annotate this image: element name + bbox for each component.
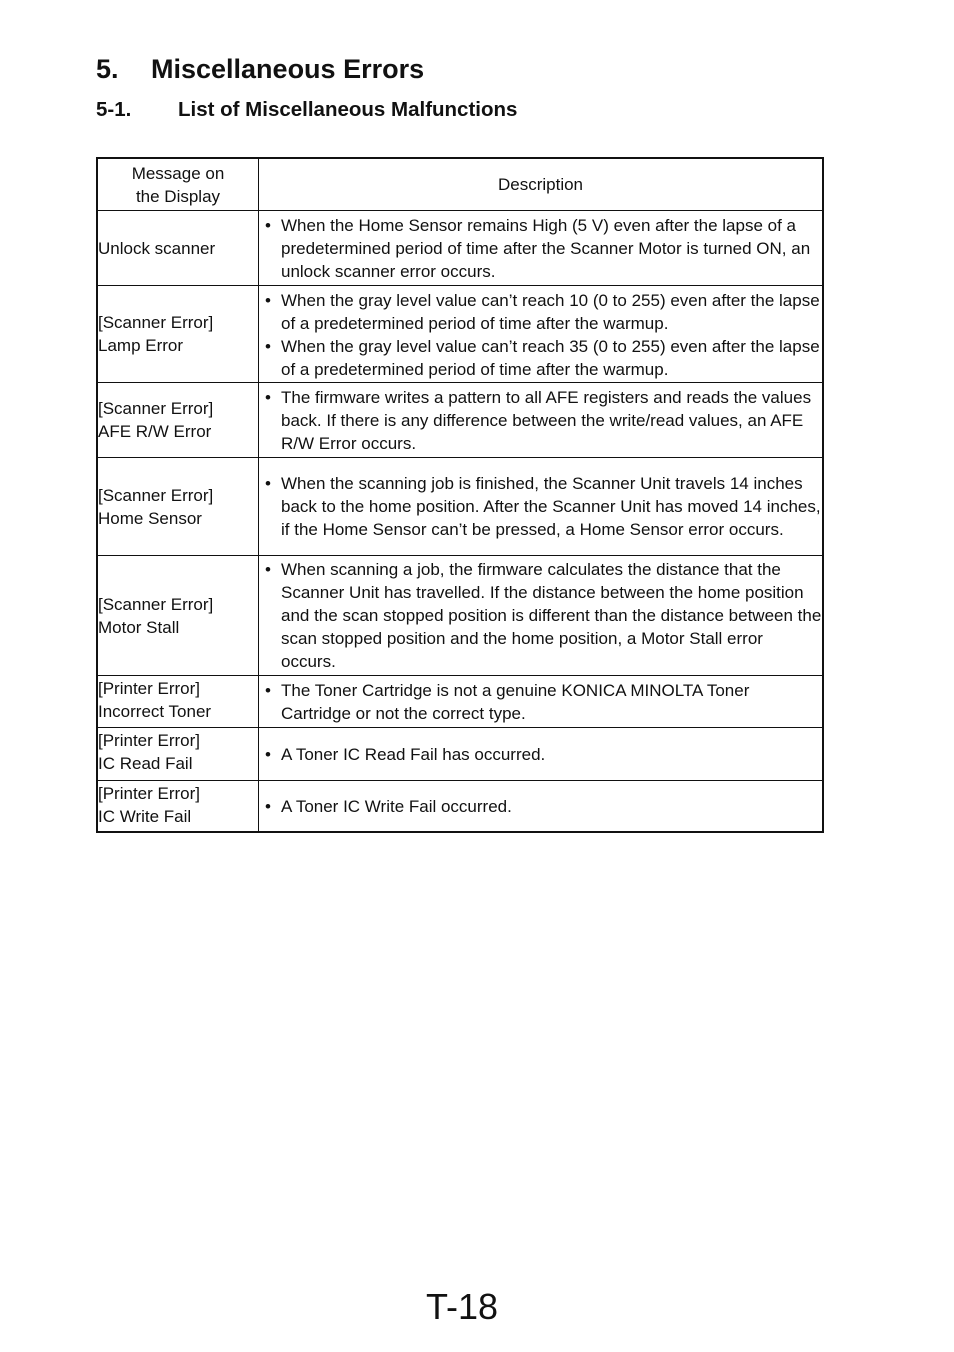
section-title: Miscellaneous Errors bbox=[151, 54, 425, 84]
subsection-number: 5-1. bbox=[96, 98, 132, 121]
message-cell bbox=[97, 286, 259, 383]
message-line: [Printer Error] bbox=[98, 679, 201, 698]
bullet-icon: • bbox=[265, 745, 271, 764]
description-cell bbox=[259, 556, 824, 676]
bullet-text: The Toner Cartridge is not a genuine KONICA MINOLTA Toner Cartridge or not the correct type. bbox=[281, 681, 750, 723]
message-line: [Printer Error] bbox=[98, 784, 201, 803]
bullet-text: The firmware writes a pattern to all AFE registers and reads the values back. If there is any difference between the write/read values, an AFE R/W Error occurs. bbox=[281, 387, 812, 453]
description-bullet bbox=[259, 558, 822, 673]
message-cell bbox=[97, 781, 259, 832]
description-bullet bbox=[259, 472, 822, 541]
description-bullet bbox=[259, 795, 822, 818]
message-cell bbox=[97, 728, 259, 781]
subsection-title: List of Miscellaneous Malfunctions bbox=[178, 98, 518, 121]
message-line: Lamp Error bbox=[98, 336, 184, 355]
message-line: Motor Stall bbox=[98, 617, 180, 637]
bullet-text: When the gray level value can’t reach 10 (0 to 255) even after the lapse of a predetermined period of time after the warmup. bbox=[281, 290, 820, 333]
message-line: AFE R/W Error bbox=[98, 422, 212, 441]
message-line: [Scanner Error] bbox=[98, 399, 214, 418]
bullet-icon: • bbox=[265, 216, 271, 235]
bullet-text: A Toner IC Read Fail has occurred. bbox=[281, 745, 546, 764]
table-row bbox=[97, 728, 823, 781]
section-number: 5. bbox=[96, 54, 119, 84]
header-message-line1: Message on bbox=[131, 163, 225, 183]
message-cell bbox=[97, 383, 259, 458]
message-line: Incorrect Toner bbox=[98, 702, 212, 721]
malfunctions-table bbox=[96, 157, 824, 833]
message-cell bbox=[97, 676, 259, 728]
message-line: [Printer Error] bbox=[98, 731, 201, 750]
subsection-heading bbox=[96, 98, 517, 122]
message-cell bbox=[97, 211, 259, 286]
description-cell bbox=[259, 676, 824, 728]
description-cell bbox=[259, 728, 824, 781]
description-cell bbox=[259, 286, 824, 383]
bullet-text: When the scanning job is finished, the Scanner Unit travels 14 inches back to the home position. After the Scanner Unit has moved 14 inches, if the Home Sensor can’t be pressed, a Home Sensor error occurs. bbox=[281, 474, 821, 539]
header-message-on-display bbox=[97, 158, 259, 211]
message-line: Unlock scanner bbox=[98, 238, 216, 258]
message-line: IC Write Fail bbox=[98, 807, 192, 826]
table-row bbox=[97, 211, 823, 286]
description-cell bbox=[259, 383, 824, 458]
description-bullet bbox=[259, 214, 822, 283]
bullet-icon: • bbox=[265, 336, 271, 356]
bullet-icon: • bbox=[265, 796, 271, 816]
message-cell bbox=[97, 458, 259, 556]
description-cell bbox=[259, 211, 824, 286]
table-row bbox=[97, 556, 823, 676]
table-row bbox=[97, 781, 823, 832]
bullet-text: A Toner IC Write Fail occurred. bbox=[281, 796, 512, 816]
description-cell bbox=[259, 781, 824, 832]
description-bullet bbox=[259, 743, 822, 766]
table-row bbox=[97, 676, 823, 728]
message-line: IC Read Fail bbox=[98, 754, 193, 773]
message-line: [Scanner Error] bbox=[98, 594, 214, 614]
table-row bbox=[97, 383, 823, 458]
bullet-icon: • bbox=[265, 387, 271, 407]
bullet-icon: • bbox=[265, 560, 271, 579]
description-cell bbox=[259, 458, 824, 556]
bullet-text: When the Home Sensor remains High (5 V) even after the lapse of a predetermined period of time after the Scanner Motor is turned ON, an unlock scanner error occurs. bbox=[281, 216, 811, 281]
table-row bbox=[97, 458, 823, 556]
description-bullet bbox=[259, 289, 822, 335]
message-cell bbox=[97, 556, 259, 676]
bullet-text: When the gray level value can’t reach 35 (0 to 255) even after the lapse of a predetermined period of time after the warmup. bbox=[281, 336, 820, 379]
bullet-text: When scanning a job, the firmware calculates the distance that the Scanner Unit has travelled. If the distance between the home position and the scan stopped position is different than the distance between the scan stopped position and the home position, a Motor Stall error occurs. bbox=[281, 560, 822, 671]
page-number: T-18 bbox=[425, 1286, 499, 1327]
message-line: [Scanner Error] bbox=[98, 313, 214, 332]
description-bullet bbox=[259, 335, 822, 381]
message-line: [Scanner Error] bbox=[98, 485, 214, 505]
bullet-icon: • bbox=[265, 474, 271, 493]
message-line: Home Sensor bbox=[98, 508, 202, 528]
description-bullet bbox=[259, 386, 822, 455]
bullet-icon: • bbox=[265, 681, 271, 700]
header-description: Description bbox=[259, 158, 824, 211]
bullet-icon: • bbox=[265, 290, 271, 310]
table-row bbox=[97, 286, 823, 383]
header-message-line2: the Display bbox=[135, 186, 221, 206]
section-heading bbox=[96, 54, 424, 85]
table-header-row bbox=[97, 158, 823, 211]
description-bullet bbox=[259, 679, 822, 725]
